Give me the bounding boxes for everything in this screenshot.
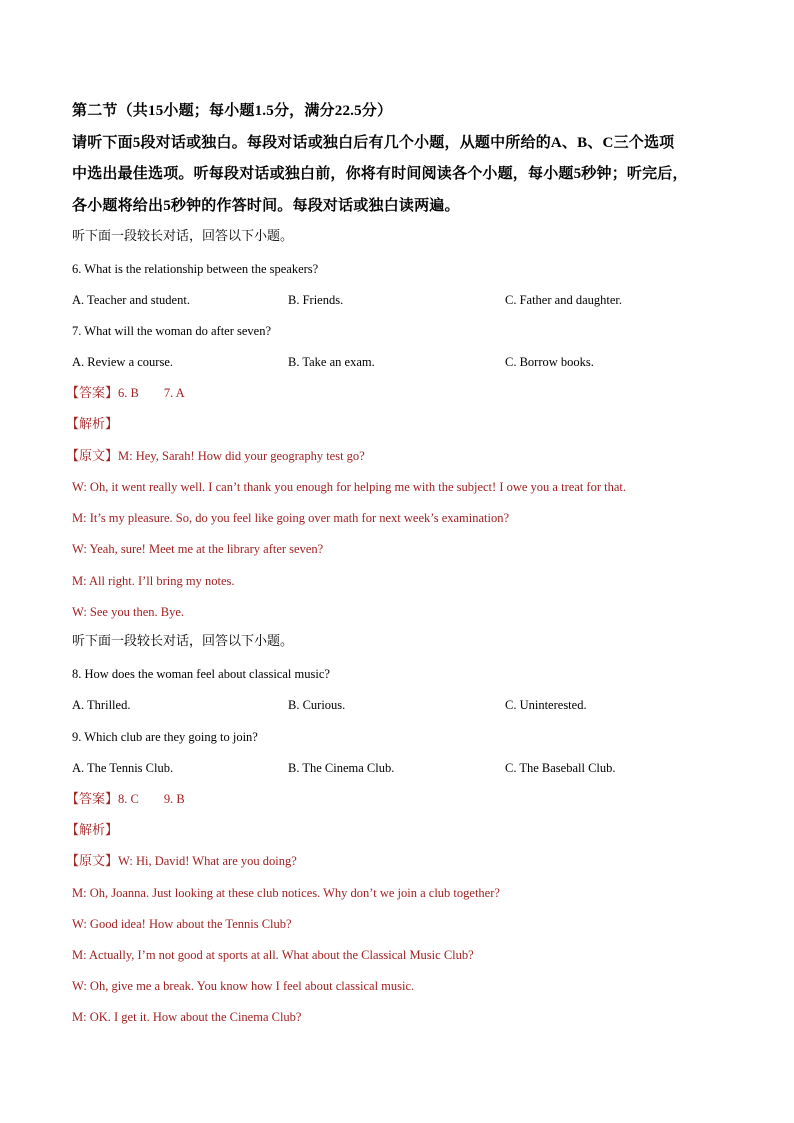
question-9: 9. Which club are they going to join? [72, 730, 258, 744]
q8-option-b: B. Curious. [288, 698, 346, 712]
transcript-line-5: M: All right. I’ll bring my notes. [72, 574, 235, 588]
q6-option-c: C. Father and daughter. [505, 293, 622, 307]
q6-option-b: B. Friends. [288, 293, 344, 307]
question-7: 7. What will the woman do after seven? [72, 324, 272, 338]
transcript-line-4: M: Actually, I’m not good at sports at all. What about the Classical Music Club? [72, 948, 474, 962]
answer-block-1 [66, 385, 185, 402]
answer-text: 8. C 9. B [118, 792, 185, 806]
q7-option-a: A. Review a course. [72, 355, 174, 369]
transcript-line-5: W: Oh, give me a break. You know how I feel about classical music. [72, 979, 415, 993]
q9-option-a: A. The Tennis Club. [72, 761, 174, 775]
analysis-tag: 【解析】 [66, 417, 119, 432]
answer-block-2 [66, 791, 185, 808]
analysis-tag: 【解析】 [66, 823, 119, 838]
q8-option-a: A. Thrilled. [72, 698, 131, 712]
dialogue-text: M: Hey, Sarah! How did your geography test go? [118, 449, 365, 463]
transcript-line-3: M: It’s my pleasure. So, do you feel like going over math for next week’s examination? [72, 511, 510, 525]
dialogue-text: W: Hi, David! What are you doing? [118, 854, 297, 868]
transcript-line-6: M: OK. I get it. How about the Cinema Club? [72, 1010, 302, 1024]
original-tag: 【原文】 [66, 449, 119, 464]
answer-text: 6. B 7. A [118, 386, 185, 400]
section-instructions-line-1: 请听下面5段对话或独白。每段对话或独白后有几个小题，从题中所给的A、B、C三个选项 [72, 135, 675, 151]
transcript-line-6: W: See you then. Bye. [72, 605, 185, 619]
q7-option-c: C. Borrow books. [505, 355, 594, 369]
q6-option-a: A. Teacher and student. [72, 293, 190, 307]
transcript-line-3: W: Good idea! How about the Tennis Club? [72, 917, 292, 931]
answer-tag: 【答案】 [66, 386, 119, 401]
transcript-line-1 [66, 448, 365, 465]
answer-tag: 【答案】 [66, 792, 119, 807]
group1-intro: 听下面一段较长对话，回答以下小题。 [72, 229, 294, 244]
transcript-line-1 [66, 853, 297, 870]
question-6: 6. What is the relationship between the speakers? [72, 262, 319, 276]
transcript-line-2: M: Oh, Joanna. Just looking at these club notices. Why don’t we join a club together? [72, 886, 500, 900]
section-title: 第二节（共15小题；每小题1.5分，满分22.5分） [72, 103, 393, 119]
q9-option-c: C. The Baseball Club. [505, 761, 616, 775]
q9-option-b: B. The Cinema Club. [288, 761, 395, 775]
question-8: 8. How does the woman feel about classical music? [72, 667, 330, 681]
transcript-line-2: W: Oh, it went really well. I can’t thank you enough for helping me with the subject! I owe you a treat for that. [72, 480, 627, 494]
group2-intro: 听下面一段较长对话，回答以下小题。 [72, 634, 294, 649]
analysis-block-1 [66, 416, 118, 433]
original-tag: 【原文】 [66, 854, 119, 869]
section-instructions-line-3: 各小题将给出5秒钟的作答时间。每段对话或独白读两遍。 [72, 198, 460, 214]
q8-option-c: C. Uninterested. [505, 698, 587, 712]
transcript-line-4: W: Yeah, sure! Meet me at the library after seven? [72, 542, 324, 556]
section-instructions-line-2: 中选出最佳选项。听每段对话或独白前，你将有时间阅读各个小题，每小题5秒钟；听完后， [72, 166, 688, 182]
analysis-block-2 [66, 822, 118, 839]
q7-option-b: B. Take an exam. [288, 355, 375, 369]
